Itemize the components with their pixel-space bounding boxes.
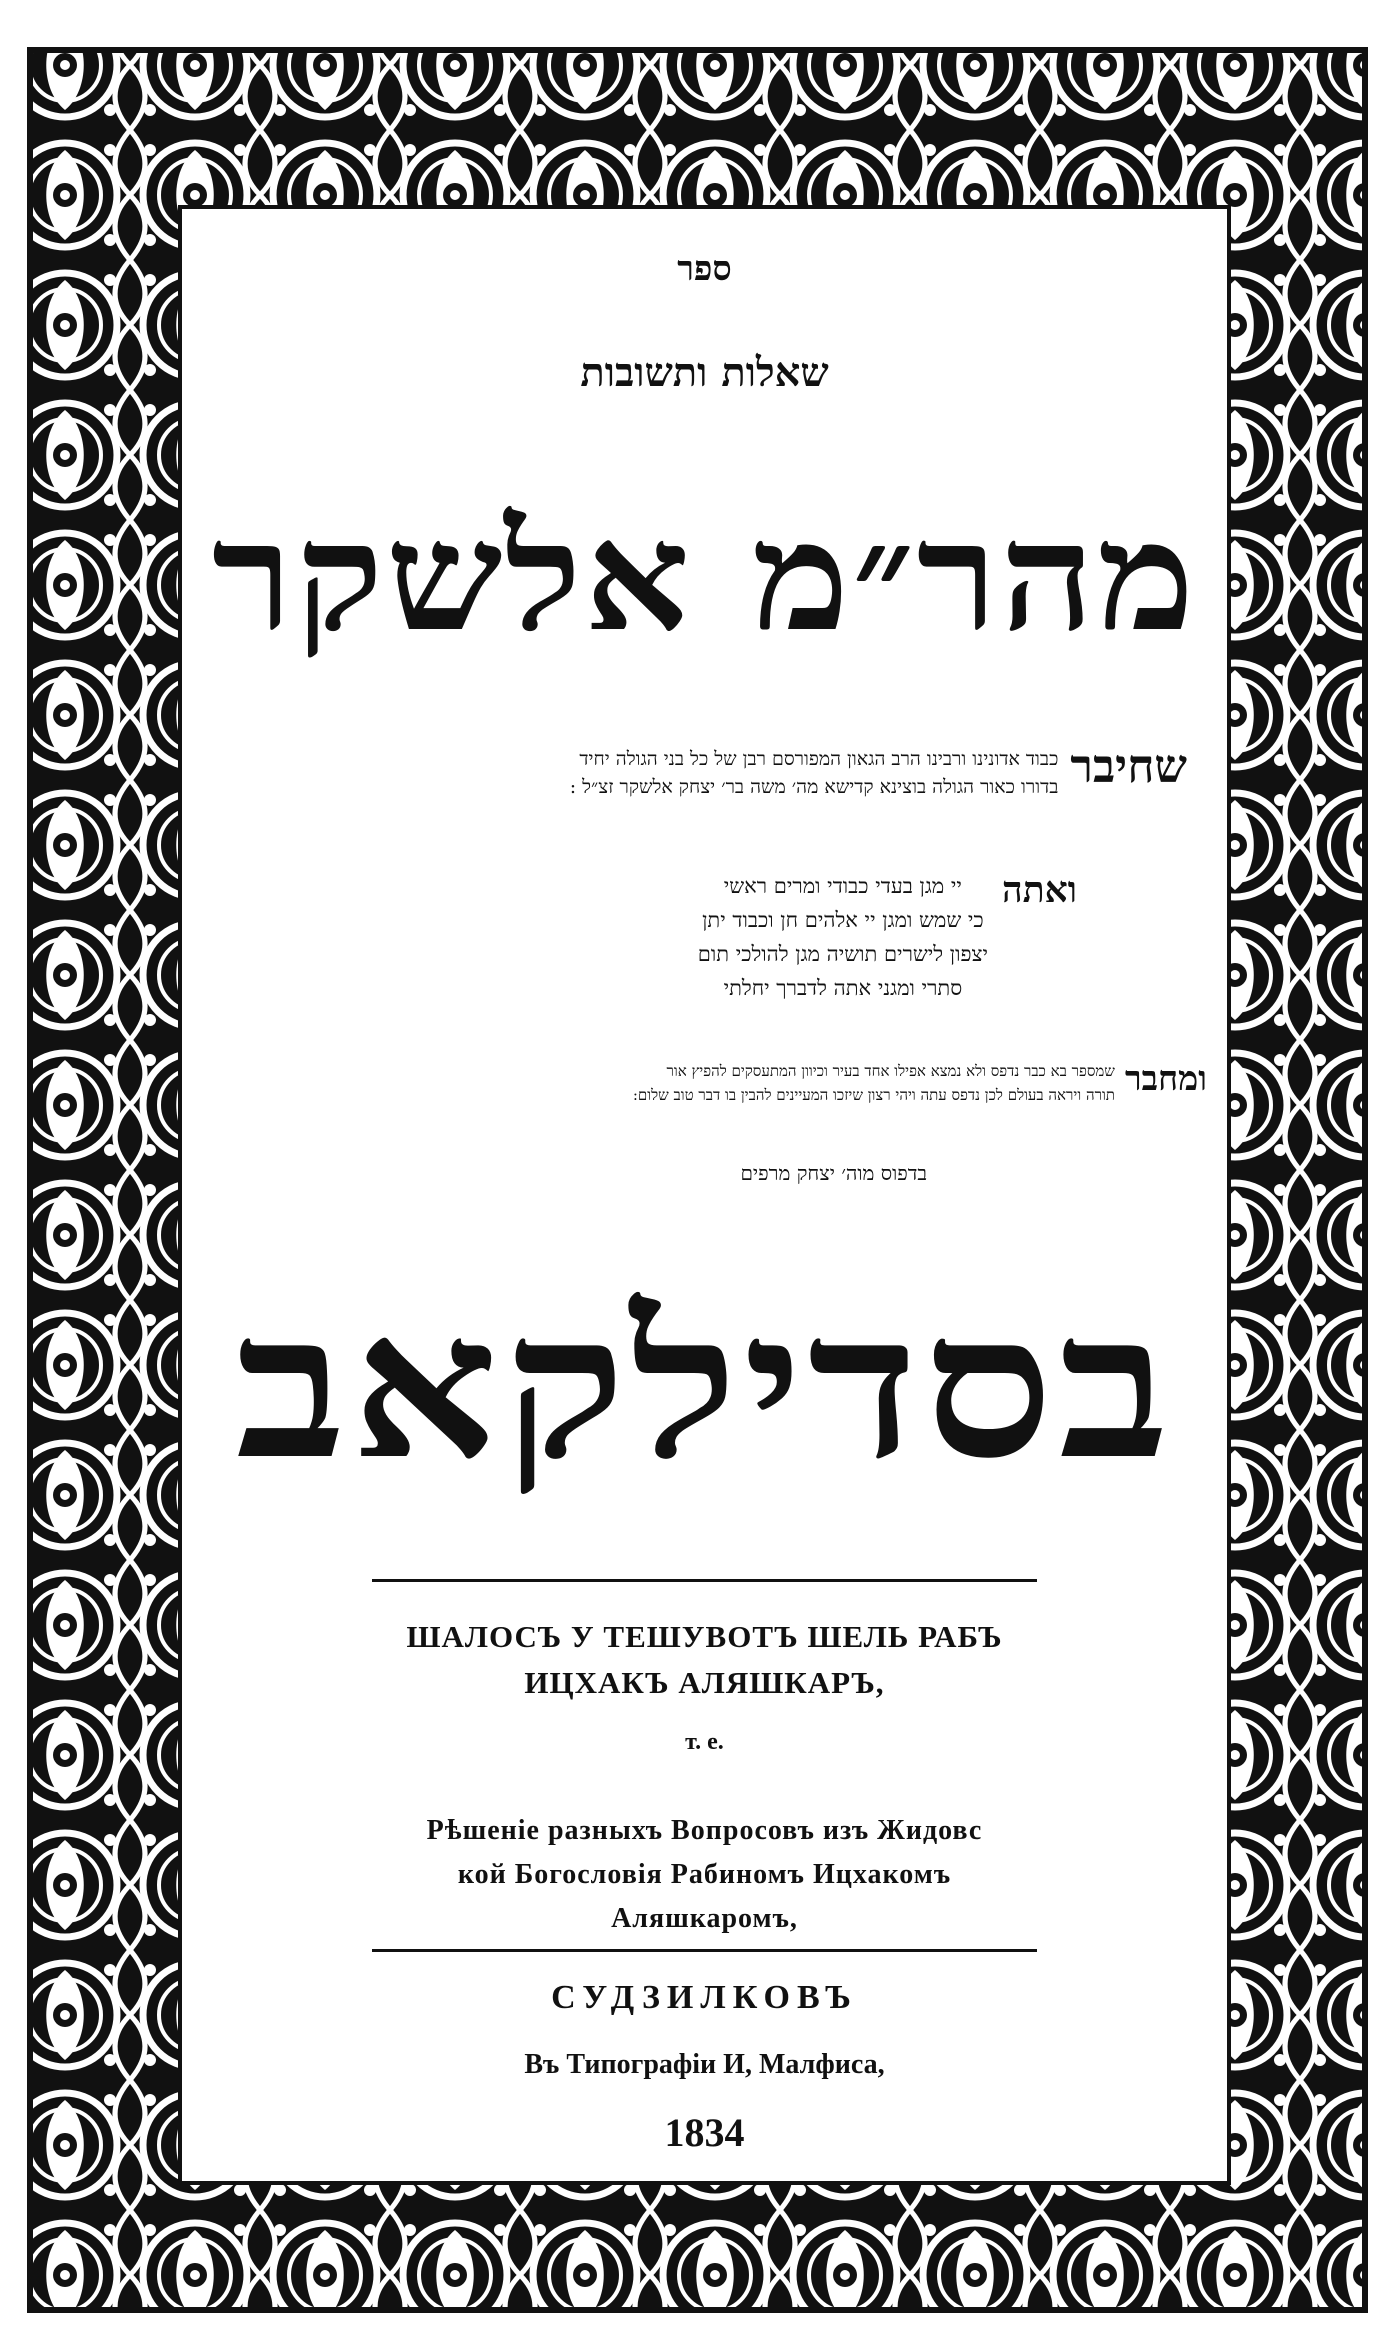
verse-line-3: יצפון לישרים תושיה מגן להולכי תום — [697, 942, 988, 966]
russian-press: Въ Типографiи И, Малфиса, — [524, 2049, 885, 2080]
printer-line: בדפוס מוה׳ יצחק מרפים — [740, 1161, 927, 1185]
russian-desc-line-3: Аляшкаромъ, — [611, 1903, 798, 1934]
verse-line-4: סתרי ומגני אתה לדברך יחלתי — [723, 976, 963, 1000]
author-line-1: כבוד אדונינו ורבינו הרב הגאון המפורסם רבן של כל בני הגולה יחיד — [579, 748, 1059, 770]
verse-lead-word: ואתה — [1002, 869, 1077, 911]
publisher-lead-word: ומחבר — [1124, 1059, 1207, 1099]
main-title: מהר״מ אלשקר — [211, 489, 1198, 665]
city-title-hebrew: בסדילקאב — [235, 1269, 1174, 1504]
russian-te: т. е. — [685, 1729, 724, 1755]
russian-title — [182, 1614, 1227, 1706]
divider-rule-bottom — [372, 1949, 1037, 1952]
verse-line-2: כי שמש ומגן יי אלהים חן וכבוד יתן — [702, 908, 984, 932]
russian-desc-line-2: кой Богословiя Рабиномъ Ицхакомъ — [457, 1859, 952, 1890]
author-block — [222, 739, 1187, 801]
publisher-note-line-2: תורה ויראה בעולם לכן נדפס עתה ויהי רצון שיזכו המעיינים להבין בו דבר טוב שלום: — [632, 1086, 1115, 1104]
publisher-note-block — [202, 1059, 1207, 1107]
verse-block — [332, 869, 1077, 1005]
russian-city: СУДЗИЛКОВЪ — [551, 1979, 858, 2016]
author-line-2: בדורו כאור הגולה בוצינא קדישא מה׳ משה בר׳ יצחק אלשקר זצ״ל : — [569, 776, 1059, 798]
author-lead-word: שחיבר — [1070, 739, 1187, 793]
publication-year: 1834 — [664, 2110, 745, 2155]
russian-title-line-2: ИЦХАКЪ АЛЯШКАРЪ, — [524, 1665, 885, 1700]
russian-title-line-1: ШАЛОСЪ У ТЕШУВОТЪ ШЕЛЬ РАБЪ — [406, 1619, 1003, 1654]
verse-line-1: יי מגן בעדי כבודי ומרים ראשי — [723, 874, 962, 898]
russian-desc-line-1: Рѣшенiе разныхъ Вопросовъ изъ Жидовс — [426, 1815, 983, 1846]
sheelot-heading: שאלות ותשובות — [580, 349, 829, 396]
divider-rule-top — [372, 1579, 1037, 1582]
sefer-heading: ספר — [677, 249, 732, 289]
russian-description — [182, 1809, 1227, 1941]
publisher-note-line-1: שמספר בא כבר נדפס ולא נמצא אפילו אחד בעיר וכיוון המתעסקים להפיץ אור — [666, 1062, 1115, 1080]
title-page-panel — [178, 205, 1231, 2185]
